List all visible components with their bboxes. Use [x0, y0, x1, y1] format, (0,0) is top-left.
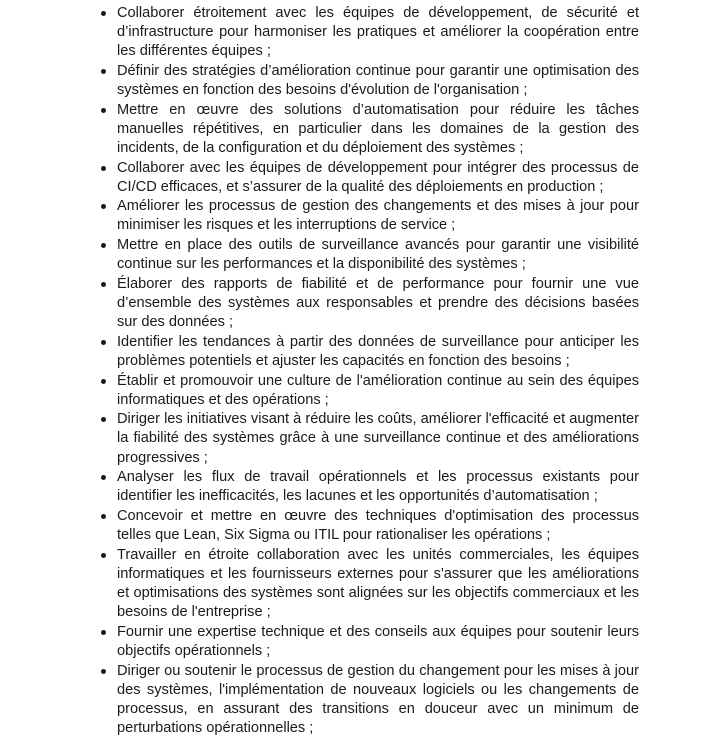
document-page [0, 4, 711, 738]
list-item-text: Mettre en place des outils de surveillance avancés pour garantir une visibilité continue sur les performances et la disponibilité des systèmes ; [117, 237, 639, 273]
list-item-text: Définir des stratégies d’amélioration continue pour garantir une optimisation des systèmes en fonction des besoins d'évolution de l'organisation ; [117, 62, 639, 98]
bullet-icon [101, 243, 106, 248]
bullet-icon [101, 379, 106, 384]
list-item-text: Fournir une expertise technique et des conseils aux équipes pour soutenir leurs objectifs opérationnels ; [117, 623, 639, 659]
list-item [0, 62, 711, 100]
list-item-text: Identifier les tendances à partir des données de surveillance pour anticiper les problèmes potentiels et ajuster les capacités en fonction des besoins ; [117, 333, 639, 369]
list-item [0, 662, 711, 738]
bullet-icon [101, 166, 106, 171]
bullet-icon [101, 204, 106, 209]
list-item [0, 623, 711, 661]
list-item [0, 275, 711, 332]
list-item-text: Diriger ou soutenir le processus de gestion du changement pour les mises à jour des systèmes, l'implémentation de nouveaux logiciels ou les changements de processus, en assurant des transitions en douceur avec un minimum de perturbations opérationnelles ; [117, 662, 639, 736]
list-item [0, 372, 711, 410]
bullet-icon [101, 417, 106, 422]
list-item [0, 507, 711, 545]
bullet-icon [101, 669, 106, 674]
bullet-icon [101, 553, 106, 558]
bullet-icon [101, 282, 106, 287]
bullet-icon [101, 514, 106, 519]
list-item-text: Travailler en étroite collaboration avec les unités commerciales, les équipes informatiques et les fournisseurs externes pour s'assurer que les améliorations et optimisations des systèmes sont alignées sur les objectifs commerciaux et les besoins de l'entreprise ; [117, 546, 639, 621]
list-item [0, 410, 711, 467]
list-item [0, 4, 711, 61]
list-item-text: Concevoir et mettre en œuvre des techniques d'optimisation des processus telles que Lean, Six Sigma ou ITIL pour rationaliser les opérations ; [117, 507, 639, 544]
list-item [0, 101, 711, 158]
list-item-text: Analyser les flux de travail opérationnels et les processus existants pour identifier les inefficacités, les lacunes et les opportunités d’automatisation ; [117, 469, 639, 505]
list-item [0, 546, 711, 622]
list-item-text: Collaborer étroitement avec les équipes de développement, de sécurité et d’infrastructure pour harmoniser les pratiques et améliorer la coopération entre les différentes équipes ; [117, 5, 639, 60]
list-item-text: Collaborer avec les équipes de développement pour intégrer des processus de CI/CD efficaces, et s’assurer de la qualité des déploiements en production ; [117, 159, 639, 195]
list-item-text: Élaborer des rapports de fiabilité et de performance pour fournir une vue d’ensemble des systèmes aux responsables et prendre des décisions basées sur des données ; [117, 275, 639, 331]
list-item [0, 468, 711, 506]
list-item-text: Établir et promouvoir une culture de l'amélioration continue au sein des équipes informatiques et des opérations ; [117, 372, 639, 408]
bullet-icon [101, 11, 106, 16]
list-item-text: Améliorer les processus de gestion des changements et des mises à jour pour minimiser les risques et les interruptions de service ; [117, 198, 639, 234]
bullet-icon [101, 108, 106, 113]
list-item [0, 197, 711, 235]
bullet-icon [101, 475, 106, 480]
list-item-text: Diriger les initiatives visant à réduire les coûts, améliorer l'efficacité et augmenter la fiabilité des systèmes grâce à une surveillance continue et des améliorations progressives ; [117, 411, 639, 466]
bullet-icon [101, 630, 106, 635]
bullet-list [0, 4, 711, 738]
bullet-icon [101, 69, 106, 74]
list-item-text: Mettre en œuvre des solutions d’automatisation pour réduire les tâches manuelles répétitives, en particulier dans les domaines de la gestion des incidents, de la configuration et du déploiement des systèmes ; [117, 101, 639, 156]
list-item [0, 159, 711, 197]
list-item [0, 333, 711, 371]
bullet-icon [101, 340, 106, 345]
list-item [0, 236, 711, 274]
